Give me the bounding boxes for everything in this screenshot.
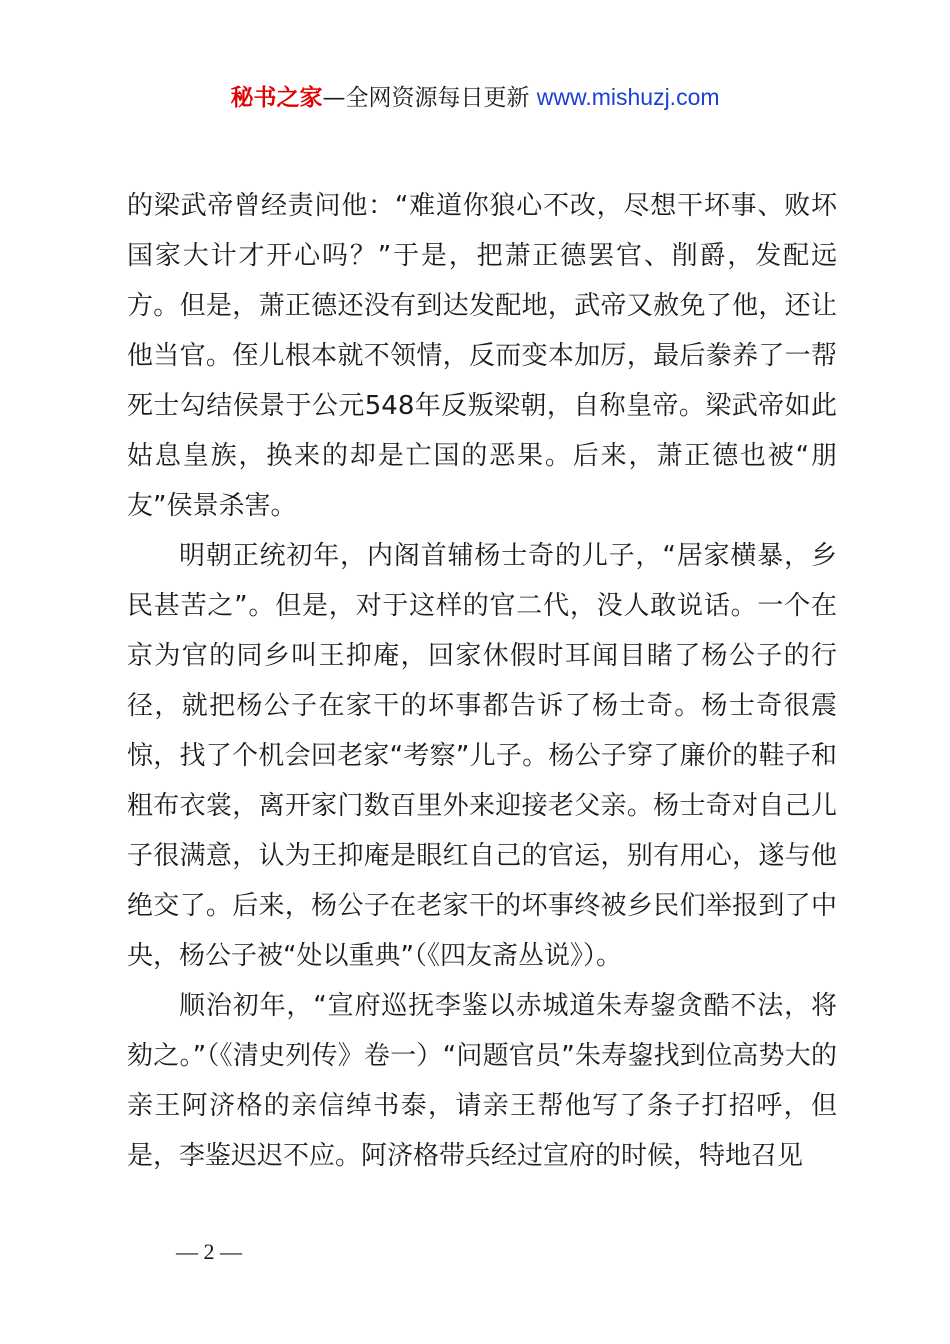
page-number: — 2 — [176,1239,242,1264]
paragraph-shunzhi: 顺治初年，“宣府巡抚李鉴以赤城道朱寿鋆贪酷不法，将劾之。”（《清史列传》卷一）“问题官员”朱寿鋆找到位高势大的亲王阿济格的亲信绰书泰，请亲王帮他写了条子打招呼，但是，李鉴迟迟不应。阿济格带兵经过宣府的时候，特地召见 [127,991,837,1171]
site-url-link[interactable]: www.mishuzj.com [536,84,720,110]
site-brand: 秘书之家 [230,85,323,111]
document-body [127,181,837,1181]
paragraph-continuation: 的梁武帝曾经责问他：“难道你狼心不改，尽想干坏事、败坏国家大计才开心吗？”于是，把萧正德罢官、削爵，发配远方。但是，萧正德还没有到达发配地，武帝又赦免了他，还让他当官。侄儿根本就不领情，反而变本加厉，最后豢养了一帮死士勾结侯景于公元548年反叛梁朝，自称皇帝。梁武帝如此姑息皇族，换来的却是亡国的恶果。后来，萧正德也被“朋友”侯景杀害。 [127,191,837,521]
paragraph-yang-shiqi: 明朝正统初年，内阁首辅杨士奇的儿子，“居家横暴，乡民甚苦之”。但是，对于这样的官二代，没人敢说话。一个在京为官的同乡叫王抑庵，回家休假时耳闻目睹了杨公子的行径，就把杨公子在家干的坏事都告诉了杨士奇。杨士奇很震惊，找了个机会回老家“考察”儿子。杨公子穿了廉价的鞋子和粗布衣裳，离开家门数百里外来迎接老父亲。杨士奇对自己儿子很满意，认为王抑庵是眼红自己的官运，别有用心，遂与他绝交了。后来，杨公子在老家干的坏事终被乡民们举报到了中央，杨公子被“处以重典”（《四友斋丛说》）。 [127,541,837,971]
site-header [0,80,950,115]
site-slogan: —全网资源每日更新 [322,85,537,111]
